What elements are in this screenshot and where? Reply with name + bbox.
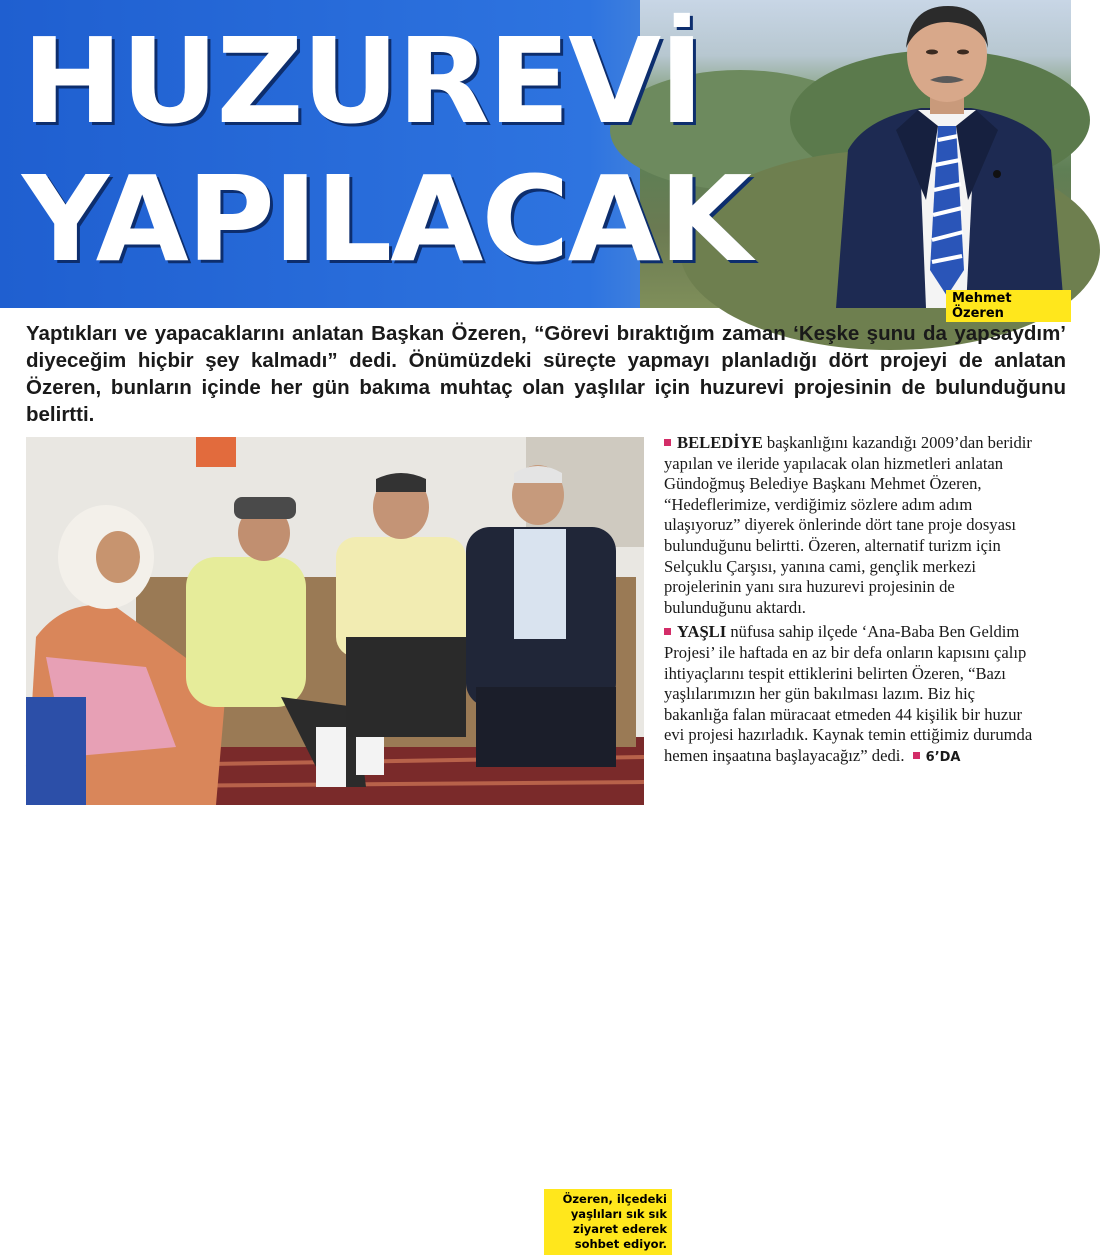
article-body: [664, 433, 1042, 769]
paragraph-text: başkanlığını kazandığı 2009’dan beridir yapılan ve ileride yapılacak olan hizmetleri anlatan Gündoğmuş Belediye Başkanı Mehmet Özeren, “Hedeflerimize, verdiğimiz sözlere adım adım ulaşıyoruz” diyerek önlerinde dört tane proje dosyası bulunduğunu belirtti. Özeren, alternatif turizm için Selçuklu Çarşısı, yanına cami, gençlik merkezi projelerinin yanı sıra huzurevi projesinin de bulunduğunu aktardı.: [664, 433, 1032, 617]
bullet-icon: [664, 628, 671, 635]
visit-photo: [26, 437, 667, 1251]
paragraph-text: nüfusa sahip ilçede ‘Ana-Baba Ben Geldim Projesi’ ile haftada en az bir defa onların kapısını çalıp ihtiyaçlarını tespit ettiklerini belirten Özeren, “Bazı yaşlılarımızın her gün bakılması lazım. Biz hiç bakanlığa falan müracaat etmeden 44 kişilik bir huzur evi projesi hazırladık. Kaynak temin ettiğimiz durumda hemen inşaatına başlayacağız” dedi.: [664, 622, 1033, 765]
continued-page-link[interactable]: 6’DA: [925, 749, 961, 765]
headline-line-1: HUZUREVİ: [22, 12, 702, 150]
portrait-caption: Mehmet Özeren: [946, 290, 1071, 322]
body-paragraph-1: [664, 433, 1042, 618]
headline-line-2: YAPILACAK: [22, 150, 751, 288]
paragraph-keyword: YAŞLI: [677, 622, 727, 642]
paragraph-keyword: BELEDİYE: [677, 433, 763, 452]
portrait-photo: [826, 0, 1066, 308]
lead-paragraph: Yaptıkları ve yapacaklarını anlatan Başkan Özeren, “Görevi bıraktığım zaman ‘Keşke şunu da yapsaydım’ diyeceğim hiçbir şey kalmadı” dedi. Önümüzdeki süreçte yapmayı planladığı dört projeyi de anlatan Özeren, bunların içinde her gün bakıma muhtaç olan yaşlılar için huzurevi projesinin de bulunduğunu belirtti.: [26, 322, 1066, 426]
body-paragraph-2: [664, 622, 1042, 768]
end-marker-icon: [913, 752, 920, 759]
headline-banner: [0, 0, 1071, 321]
photo-caption: Özeren, ilçedeki yaşlıları sık sık ziyaret ederek sohbet ediyor.: [544, 1189, 672, 1255]
visit-photo-illustration: [26, 437, 644, 805]
bullet-icon: [664, 439, 671, 446]
